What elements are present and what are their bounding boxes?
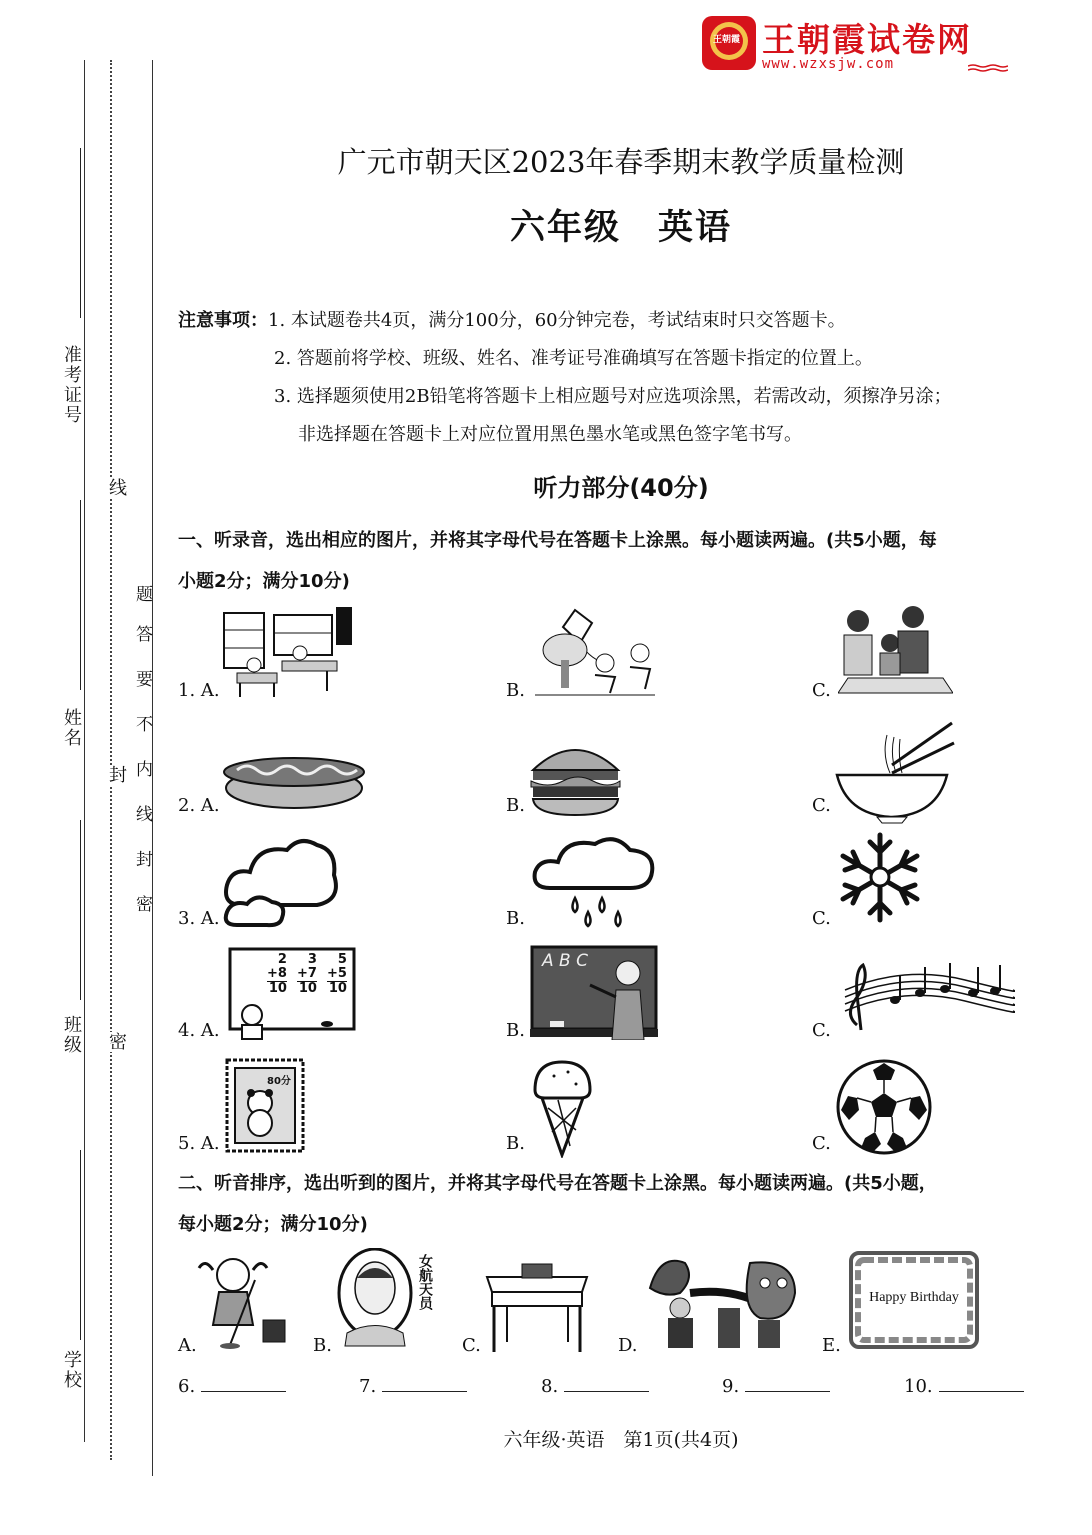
binding-line-outer <box>84 60 85 1442</box>
binding-warning <box>130 585 152 940</box>
family-icon[interactable] <box>838 603 953 698</box>
option-label: B. <box>506 1020 525 1041</box>
soccer-ball-icon[interactable] <box>835 1058 933 1156</box>
part2-instruction <box>178 1163 1058 1245</box>
math-digit: 5 <box>337 952 347 967</box>
option-label: C. <box>812 795 831 816</box>
exam-id-label: 准考证号 <box>61 345 82 425</box>
hamburger-icon[interactable] <box>528 735 623 820</box>
instruction-line: 小题2分；满分10分) <box>178 571 350 592</box>
math-digit: +5 <box>327 966 347 981</box>
blank-number: 9. <box>722 1376 740 1397</box>
class-blank[interactable] <box>80 820 81 1000</box>
blank-number: 6. <box>178 1376 196 1397</box>
note-item: 2. 答题前将学校、班级、姓名、准考证号准确填写在答题卡指定的位置上。 <box>274 348 873 369</box>
math-class-icon[interactable] <box>222 945 357 1040</box>
birthday-card-icon[interactable] <box>848 1250 980 1350</box>
school-label: 学校 <box>61 1350 82 1390</box>
option-label: B. <box>506 1133 525 1154</box>
math-digit: +7 <box>297 966 317 981</box>
blank-line[interactable] <box>382 1373 467 1392</box>
math-digit: 10 <box>328 981 347 996</box>
notes-block <box>178 302 952 454</box>
answer-blank[interactable] <box>904 1373 1024 1397</box>
mark-line: 线 <box>103 478 129 498</box>
answer-blank[interactable] <box>541 1373 649 1397</box>
warning-char: 不 <box>132 715 152 734</box>
warning-char: 答 <box>132 625 152 644</box>
card-text: Happy Birthday <box>869 1290 959 1305</box>
notes-label: 注意事项： <box>178 310 268 331</box>
blank-line[interactable] <box>939 1373 1024 1392</box>
ice-cream-icon[interactable] <box>530 1060 595 1158</box>
answer-blank[interactable] <box>359 1373 467 1397</box>
part1-instruction <box>178 520 1058 602</box>
snowflake-icon[interactable] <box>835 830 925 925</box>
rain-icon[interactable] <box>530 830 660 930</box>
option-label: 2. A. <box>178 795 220 816</box>
option-label: B. <box>506 795 525 816</box>
name-label: 姓名 <box>61 708 82 748</box>
blank-line[interactable] <box>201 1373 286 1392</box>
school-blank[interactable] <box>80 1150 81 1340</box>
blank-number: 10. <box>904 1376 933 1397</box>
option-label: C. <box>812 1133 831 1154</box>
instruction-line: 每小题2分；满分10分) <box>178 1214 368 1235</box>
stamp-value: 80分 <box>267 1076 291 1087</box>
desk-book-icon[interactable] <box>482 1262 592 1354</box>
instruction-line: 一、听录音，选出相应的图片，并将其字母代号在答题卡上涂黑。每小题读两遍。(共5小题，每 <box>178 530 937 551</box>
option-label: 1. A. <box>178 680 220 701</box>
option-label: 5. A. <box>178 1133 220 1154</box>
warning-char: 题 <box>132 585 152 604</box>
instruction-line: 二、听音排序，选出听到的图片，并将其字母代号在答题卡上涂黑。每小题读两遍。(共5小题， <box>178 1173 937 1194</box>
board-text: A B C <box>542 951 588 971</box>
name-blank[interactable] <box>80 500 81 690</box>
girl-cleaning-icon[interactable] <box>195 1250 295 1350</box>
music-notes-icon[interactable] <box>835 955 1015 1035</box>
answer-blank[interactable] <box>178 1373 286 1397</box>
option-label: C. <box>462 1335 481 1356</box>
listening-section-title: 听力部分(40分) <box>533 474 709 502</box>
exam-title: 广元市朝天区2023年春季期末教学质量检测 <box>337 145 905 179</box>
library-reading-icon[interactable] <box>222 605 357 700</box>
math-digit: 10 <box>298 981 317 996</box>
warning-char: 封 <box>132 850 152 869</box>
noodles-icon[interactable] <box>832 715 957 825</box>
astronaut-icon[interactable] <box>335 1248 440 1348</box>
option-label: 3. A. <box>178 908 220 929</box>
blank-number: 8. <box>541 1376 559 1397</box>
option-label: E. <box>822 1335 841 1356</box>
brand-name: 王朝霞试卷网 <box>762 20 972 59</box>
astronaut-caption: 女航天员 <box>417 1254 433 1310</box>
math-digit: 3 <box>307 952 317 967</box>
warning-char: 要 <box>132 670 152 689</box>
option-label: A. <box>178 1335 197 1356</box>
option-label: C. <box>812 908 831 929</box>
math-digit: 10 <box>268 981 287 996</box>
blank-line[interactable] <box>564 1373 649 1392</box>
blank-line[interactable] <box>745 1373 830 1392</box>
option-label: B. <box>506 680 525 701</box>
option-label: B. <box>506 908 525 929</box>
seal-text: 王朝霞 <box>713 35 741 45</box>
stamp-frame-icon <box>225 1058 305 1153</box>
option-label: B. <box>313 1335 332 1356</box>
panda-stamp-icon[interactable] <box>225 1058 305 1153</box>
option-label: C. <box>812 680 831 701</box>
page-footer: 六年级·英语 第1页(共4页) <box>503 1429 739 1451</box>
brand-url: www.wzxsjw.com <box>762 56 895 72</box>
mark-seal: 封 <box>103 765 129 785</box>
note-item: 非选择题在答题卡上对应位置用黑色墨水笔或黑色签字笔书写。 <box>298 424 802 445</box>
hot-dog-icon[interactable] <box>222 740 367 815</box>
warning-char: 线 <box>132 805 152 824</box>
option-label: C. <box>812 1020 831 1041</box>
binding-dotted-line <box>110 60 112 1460</box>
blank-number: 7. <box>359 1376 377 1397</box>
cloudy-icon[interactable] <box>222 830 342 930</box>
warning-char: 内 <box>132 760 152 779</box>
exam-subtitle: 六年级 英语 <box>509 207 732 248</box>
warning-char: 密 <box>132 895 152 914</box>
kite-park-icon[interactable] <box>530 605 660 700</box>
mark-secret: 密 <box>103 1032 129 1052</box>
lion-dance-icon[interactable] <box>640 1248 800 1353</box>
math-digit: +8 <box>267 966 287 981</box>
brand-logo <box>700 12 1020 76</box>
english-teacher-icon[interactable] <box>530 945 660 1040</box>
note-item: 3. 选择题须使用2B铅笔将答题卡上相应题号对应选项涂黑，若需改动，须擦净另涂； <box>274 386 952 407</box>
note-item: 1. 本试题卷共4页，满分100分，60分钟完卷，考试结束时只交答题卡。 <box>268 310 846 331</box>
option-label: D. <box>618 1335 638 1356</box>
class-label: 班级 <box>61 1015 82 1055</box>
answer-blank[interactable] <box>722 1373 830 1397</box>
math-digit: 2 <box>277 952 287 967</box>
option-label: 4. A. <box>178 1020 220 1041</box>
wave-decoration-icon <box>968 64 1008 74</box>
